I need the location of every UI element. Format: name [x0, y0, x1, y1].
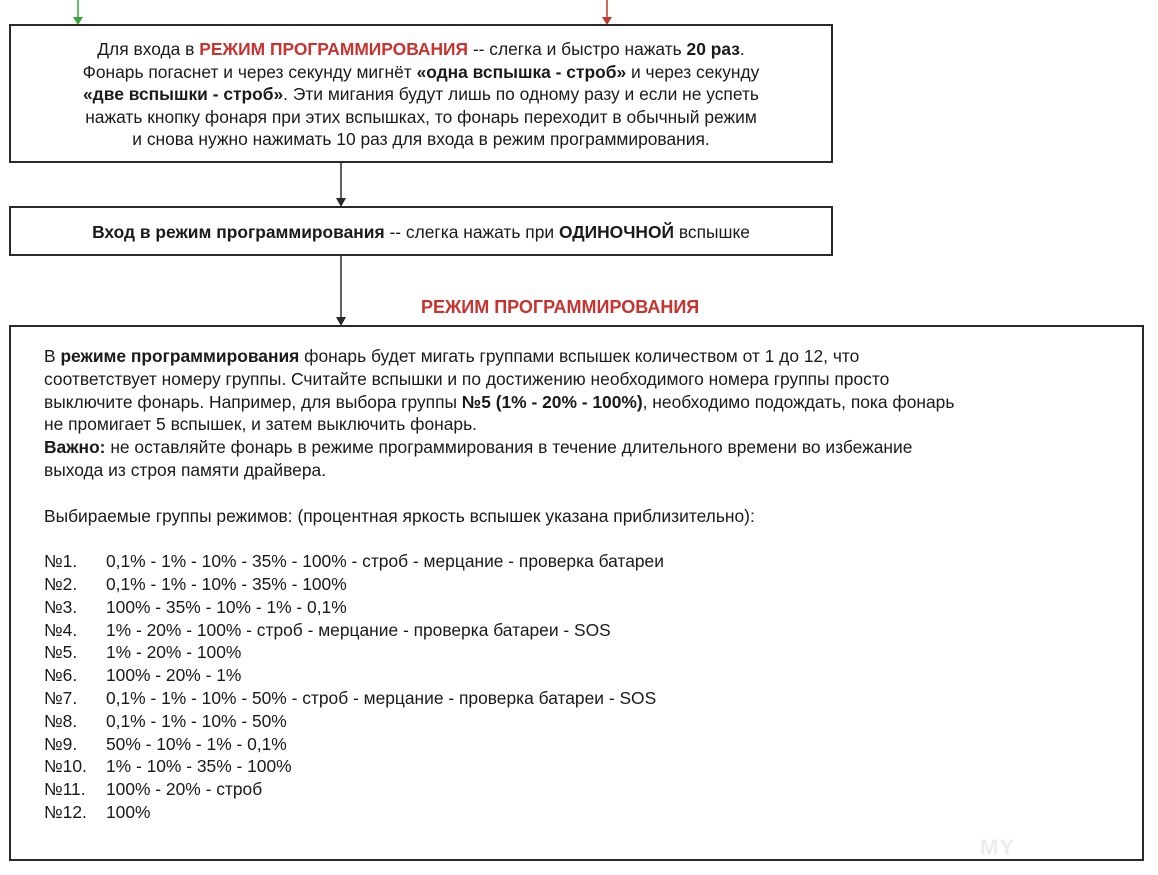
- single-flash-label: ОДИНОЧНОЙ: [558, 222, 675, 242]
- group-modes: 0,1% - 1% - 10% - 35% - 100%: [106, 573, 347, 594]
- group-modes: 0,1% - 1% - 10% - 35% - 100% - строб - мерцание - проверка батареи: [106, 551, 664, 572]
- box3-para-line-4: не промигает 5 вспышек, и затем выключить фонарь.: [44, 414, 477, 435]
- text: выключите фонарь. Например, для выбора группы: [44, 391, 462, 412]
- press-count: 20 раз: [686, 39, 740, 59]
- box3-para-line-2: соответствует номеру группы. Считайте вспышки и по достижению необходимого номера группы просто: [44, 368, 890, 389]
- group-modes: 100% - 20% - 1%: [106, 665, 242, 686]
- group-modes: 100%: [106, 801, 151, 822]
- group-number: №2.: [44, 573, 78, 594]
- group-modes: 1% - 10% - 35% - 100%: [106, 756, 292, 777]
- text: Фонарь погаснет и через секунду мигнёт: [82, 61, 417, 82]
- group-row: [44, 596, 1142, 619]
- group-modes: 100% - 35% - 10% - 1% - 0,1%: [106, 596, 347, 617]
- group-row: [44, 778, 1142, 801]
- example-group: №5 (1% - 20% - 100%): [461, 391, 643, 412]
- enter-programming-label: Вход в режим программирования: [92, 222, 385, 242]
- enter-programming-step-box: [9, 206, 833, 256]
- text: -- слегка и быстро нажать: [468, 39, 687, 59]
- two-flash-strobe: «две вспышки - строб»: [83, 84, 284, 104]
- enter-programming-instructions-box: [9, 24, 833, 163]
- group-number: №4.: [44, 619, 78, 640]
- group-row: [44, 755, 1142, 778]
- text: , необходимо подождать, пока фонарь: [642, 391, 955, 412]
- watermark: MY: [980, 835, 1015, 860]
- group-modes: 50% - 10% - 1% - 0,1%: [106, 733, 287, 754]
- box3-para-line-3: [44, 391, 1142, 414]
- group-modes: 0,1% - 1% - 10% - 50% - строб - мерцание - проверка батареи - SOS: [106, 687, 657, 708]
- text: не оставляйте фонарь в режиме программирования в течение длительного времени во избежание: [105, 437, 913, 458]
- box3-warning-line-2: выхода из строя памяти драйвера.: [44, 459, 327, 480]
- programming-mode-term: режиме программирования: [60, 346, 300, 366]
- group-modes: 1% - 20% - 100% - строб - мерцание - проверка батареи - SOS: [106, 619, 611, 640]
- group-number: №9.: [44, 733, 78, 754]
- group-number: №3.: [44, 596, 78, 617]
- text: .: [739, 39, 745, 59]
- text: В: [44, 346, 61, 366]
- box1-line-1: [11, 38, 831, 61]
- group-row: [44, 641, 1142, 664]
- group-row: [44, 801, 1142, 824]
- group-row: [44, 550, 1142, 573]
- one-flash-strobe: «одна вспышка - строб»: [416, 61, 627, 82]
- group-modes: 0,1% - 1% - 10% - 50%: [106, 710, 287, 731]
- programming-mode-highlight: РЕЖИМ ПРОГРАММИРОВАНИЯ: [199, 39, 469, 59]
- programming-mode-heading: РЕЖИМ ПРОГРАММИРОВАНИЯ: [421, 297, 700, 317]
- box1-line-2: [11, 61, 831, 84]
- text: вспышке: [674, 222, 750, 242]
- spacer: [44, 527, 1142, 550]
- group-number: №12.: [44, 801, 87, 822]
- group-row: [44, 664, 1142, 687]
- box1-line-4: нажать кнопку фонаря при этих вспышках, то фонарь переходит в обычный режим: [85, 106, 757, 127]
- box1-line-5: и снова нужно нажимать 10 раз для входа в режим программирования.: [132, 129, 710, 149]
- box3-warning-line-1: [44, 436, 1142, 459]
- group-number: №11.: [44, 779, 86, 800]
- text: и через секунду: [626, 61, 760, 82]
- programming-mode-box: [9, 325, 1144, 861]
- spacer: [44, 482, 1142, 505]
- text: . Эти мигания будут лишь по одному разу и если не успеть: [283, 84, 759, 104]
- text: Для входа в: [97, 39, 200, 59]
- text: фонарь будет мигать группами вспышек количеством от 1 до 12, что: [299, 346, 860, 366]
- text: -- слегка нажать при: [384, 222, 559, 242]
- important-label: Важно:: [44, 437, 106, 458]
- group-row: [44, 710, 1142, 733]
- group-row: [44, 619, 1142, 642]
- group-number: №10.: [44, 756, 87, 777]
- group-row: [44, 687, 1142, 710]
- group-row: [44, 733, 1142, 756]
- group-number: №6.: [44, 665, 78, 686]
- group-number: №7.: [44, 687, 78, 708]
- group-number: №5.: [44, 642, 78, 663]
- box3-para-line-1: [44, 345, 1142, 368]
- group-modes: 100% - 20% - строб: [106, 779, 263, 800]
- group-number: №1.: [44, 551, 78, 572]
- box1-line-3: [11, 83, 831, 106]
- selectable-groups-caption: Выбираемые группы режимов: (процентная яркость вспышек указана приблизительно):: [44, 505, 755, 526]
- box2-line: [11, 221, 831, 243]
- group-row: [44, 573, 1142, 596]
- mode-group-list: [44, 550, 1142, 824]
- group-number: №8.: [44, 710, 78, 731]
- group-modes: 1% - 20% - 100%: [106, 642, 242, 663]
